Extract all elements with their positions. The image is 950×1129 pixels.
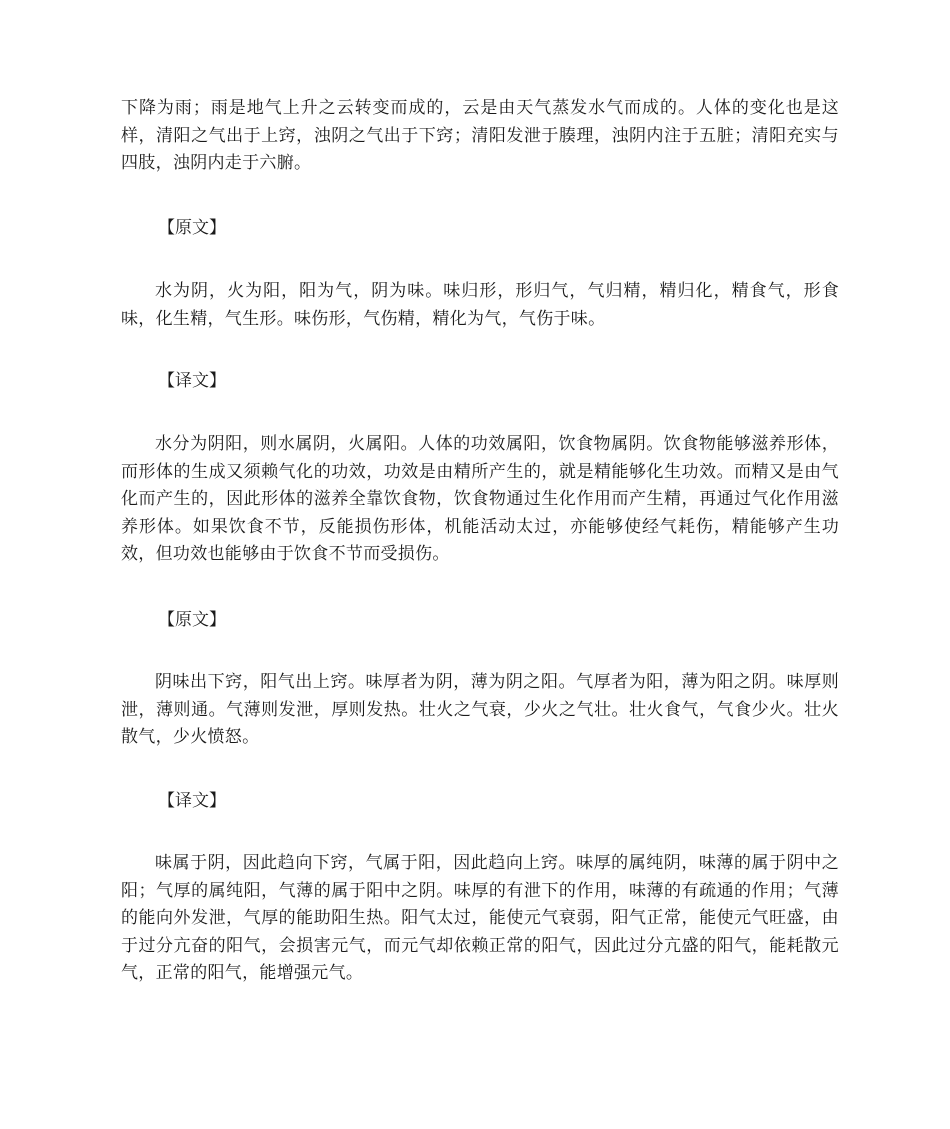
paragraph-original-text: 阴味出下窍，阳气出上窍。味厚者为阴，薄为阴之阳。气厚者为阳，薄为阳之阴。味厚则泄，薄则通。气薄则发泄，厚则发热。壮火之气衰，少火之气壮。壮火食气，气食少火。壮火散气，少火愤怒。	[121, 672, 839, 747]
section-heading-original: 【原文】	[158, 610, 226, 630]
paragraph-translation-continued: 下降为雨；雨是地气上升之云转变而成的，云是由天气蒸发水气而成的。人体的变化也是这样，清阳之气出于上窍，浊阴之气出于下窍；清阳发泄于腠理，浊阴内注于五脏；清阳充实与四肢，浊阴内走于六腑。	[121, 98, 839, 173]
section-heading-translation: 【译文】	[158, 791, 226, 811]
section-heading-translation: 【译文】	[158, 371, 226, 391]
paragraph-original-text: 水为阴，火为阳，阳为气，阴为味。味归形，形归气，气归精，精归化，精食气，形食味，化生精，气生形。味伤形，气伤精，精化为气，气伤于味。	[121, 281, 839, 329]
section-heading-original: 【原文】	[158, 218, 226, 238]
paragraph-translation: 水分为阴阳，则水属阴，火属阳。人体的功效属阳，饮食物属阴。饮食物能够滋养形体，而形体的生成又须赖气化的功效，功效是由精所产生的，就是精能够化生功效。而精又是由气化而产生的，因此形体的滋养全靠饮食物，饮食物通过生化作用而产生精，再通过气化作用滋养形体。如果饮食不节，反能损伤形体，机能活动太过，亦能够使经气耗伤，精能够产生功效，但功效也能够由于饮食不节而受损伤。	[121, 434, 839, 564]
paragraph-translation: 味属于阴，因此趋向下窍，气属于阳，因此趋向上窍。味厚的属纯阴，味薄的属于阴中之阳；气厚的属纯阳，气薄的属于阳中之阴。味厚的有泄下的作用，味薄的有疏通的作用；气薄的能向外发泄，气厚的能助阳生热。阳气太过，能使元气衰弱，阳气正常，能使元气旺盛，由于过分亢奋的阳气，会损害元气，而元气却依赖正常的阳气，因此过分亢盛的阳气，能耗散元气，正常的阳气，能增强元气。	[121, 853, 839, 983]
